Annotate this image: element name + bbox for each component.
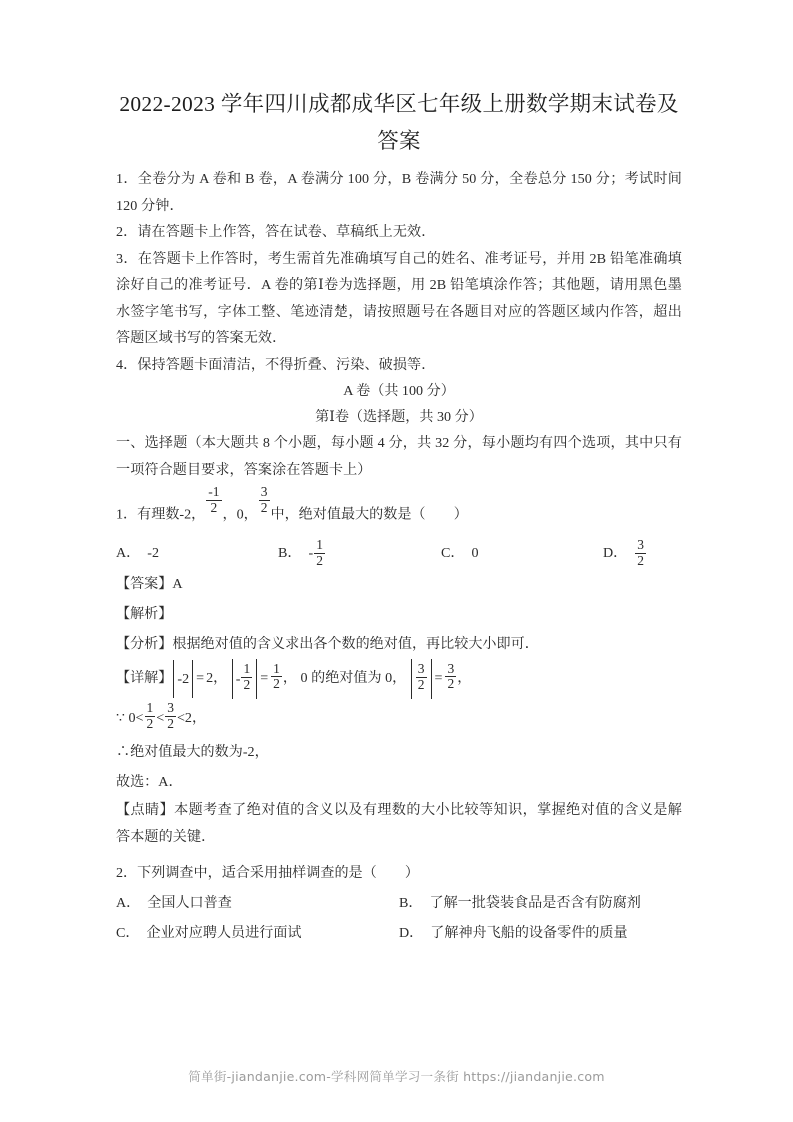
question-1-option-a[interactable] — [116, 537, 278, 569]
question-1-analysis-header: 【解析】 — [116, 606, 173, 623]
option-b-fraction — [314, 538, 325, 568]
question-1-inequality — [116, 699, 682, 737]
equals-1: = — [196, 670, 205, 687]
result-3-num: 3 — [447, 660, 455, 676]
detail-sep-2: ， — [282, 670, 297, 687]
q1-f1-num: 1 — [212, 484, 220, 499]
page-title: 2022-2023 学年四川成都成华区七年级上册数学期末试卷及答案 — [119, 92, 679, 153]
question-1-sep-1: ， — [191, 506, 206, 523]
option-d-den: 2 — [637, 552, 645, 568]
option-c-text: 0 — [471, 545, 479, 562]
question-1-sep-3: ， — [243, 506, 258, 523]
question-1-stem — [116, 484, 682, 531]
question-1-stem-after: 中，绝对值最大的数是（ ） — [270, 506, 468, 523]
detail-result-3 — [445, 662, 456, 692]
q2-option-b-text: 了解一批袋装食品是否含有防腐剂 — [429, 895, 641, 912]
q2-option-c-key: C． — [116, 925, 140, 942]
question-1-number: 1． — [116, 506, 138, 523]
answer-value: A — [172, 576, 183, 593]
ineq-fraction-1 — [145, 701, 156, 731]
question-1-conclusion — [116, 737, 682, 767]
detail-result-2 — [271, 662, 282, 692]
option-b-num: 1 — [316, 537, 323, 553]
question-2-stem — [116, 858, 682, 888]
part-one-heading: 一、选择题（本大题共 8 个小题，每小题 4 分，共 32 分，每小题均有四个选项，其中只有一项符合题目要求，答案涂在答题卡上） — [116, 435, 682, 478]
ineq-f2-den: 2 — [167, 715, 174, 731]
ineq-lt-3: < — [176, 710, 185, 727]
q2-option-c-text: 企业对应聘人员进行面试 — [146, 925, 302, 942]
result-2-num: 1 — [273, 660, 280, 676]
abs-half-fraction — [241, 662, 252, 692]
question-2-options-row-1 — [116, 888, 682, 918]
therefore-symbol: ∴ — [116, 744, 131, 761]
question-1-options — [116, 537, 682, 569]
question-1-option-b[interactable] — [278, 537, 441, 569]
question-1-sep-2: ， — [222, 506, 237, 523]
question-2-option-a[interactable] — [116, 888, 399, 918]
analysis-tag: 【分析】 — [116, 636, 173, 653]
result-2-den: 2 — [273, 676, 280, 692]
conclusion-text: 绝对值最大的数为-2， — [130, 744, 269, 761]
question-1-value-1: -2 — [179, 506, 192, 523]
q2-option-d-text: 了解神舟飞船的设备零件的质量 — [430, 925, 628, 942]
q2-option-a-text: 全国人口普查 — [147, 895, 232, 912]
q2-option-b-key: B． — [399, 895, 423, 912]
instruction-2: 2．请在答题卡上作答，答在试卷、草稿纸上无效． — [116, 224, 436, 240]
abs-th-den: 2 — [417, 676, 425, 692]
option-d-key: D． — [603, 545, 628, 562]
instruction-3: 3．在答题卡上作答时，考生需首先准确填写自己的姓名、准考证号，并用 2B 铅笔准确填涂好自己的准考证号．A 卷的第Ⅰ卷为选择题，用 2B 铅笔填涂作答；其他题，请用黑色墨水签字笔书写，字体工整、笔迹清楚，请按照题号在各题目对应的答题区域内作答，超出答题区域书写的答案无效． — [116, 250, 682, 346]
option-c-key: C． — [441, 545, 465, 562]
abs-neg-two: -2 — [173, 660, 193, 698]
pointer-text: 本题考查了绝对值的含义以及有理数的大小比较等知识，掌握绝对值的含义是解答本题的关键． — [116, 802, 682, 845]
ineq-end: ， — [191, 710, 207, 727]
q1-f2-num: 3 — [260, 484, 268, 499]
document-content — [116, 86, 682, 948]
abs-neg-half — [232, 659, 257, 699]
pointer-tag: 【点睛】 — [116, 802, 175, 819]
abs-half-num: 1 — [243, 661, 251, 677]
detail-sep-3: ， — [457, 670, 472, 687]
option-a-text: -2 — [147, 545, 160, 562]
option-b-key: B． — [278, 545, 302, 562]
detail-sep-1: ， — [213, 670, 228, 687]
question-1-option-c[interactable] — [441, 537, 603, 569]
equals-3: = — [434, 670, 443, 687]
q2-option-d-key: D． — [399, 925, 424, 942]
question-1-choose-line: 故选：A． — [116, 774, 183, 791]
q1-f2-den: 2 — [260, 499, 268, 515]
because-symbol: ∵ — [116, 710, 125, 727]
q1-f1-den: 2 — [206, 500, 221, 516]
question-1-fraction-2 — [259, 485, 270, 515]
question-1-detail — [116, 659, 682, 699]
option-d-fraction — [635, 538, 646, 568]
result-3-den: 2 — [447, 676, 455, 692]
question-1-answer — [116, 569, 682, 599]
equals-2: = — [260, 670, 269, 687]
ineq-lt-2: < — [156, 710, 165, 727]
section-heading-volume-1: 第Ⅰ卷（选择题，共 30 分） — [315, 409, 483, 425]
option-b-sign: - — [308, 545, 314, 562]
abs-three-half-fraction — [416, 662, 427, 692]
option-b-den: 2 — [316, 552, 323, 568]
ineq-v0: 0 — [128, 710, 136, 727]
ineq-v2: 2 — [184, 710, 192, 727]
detail-zero-text: 0 的绝对值为 0， — [300, 670, 407, 687]
question-2-stem-text: 下列调查中，适合采用抽样调查的是（ ） — [137, 865, 420, 882]
abs-th-num: 3 — [417, 661, 425, 677]
section-heading-paper-a: A 卷（共 100 分） — [343, 383, 455, 399]
ineq-lt-1: < — [135, 710, 144, 727]
question-2-options-row-2 — [116, 918, 682, 948]
ineq-f2-num: 3 — [167, 700, 174, 716]
q2-option-a-key: A． — [116, 895, 141, 912]
option-d-num: 3 — [637, 537, 645, 553]
question-1-option-d[interactable] — [603, 537, 682, 569]
question-2-option-d[interactable] — [399, 918, 682, 948]
ineq-fraction-2 — [165, 701, 176, 731]
abs-three-half — [411, 659, 432, 699]
analysis-text: 根据绝对值的含义求出各个数的绝对值，再比较大小即可． — [172, 636, 539, 653]
question-1-value-2: 0 — [236, 506, 244, 523]
abs-half-den: 2 — [243, 676, 251, 692]
question-1-fraction-1 — [206, 485, 221, 515]
ineq-f1-den: 2 — [146, 715, 154, 731]
instruction-4: 4．保持答题卡面清洁，不得折叠、污染、破损等． — [116, 356, 436, 373]
question-2-number: 2． — [116, 865, 138, 882]
ineq-f1-num: 1 — [146, 700, 154, 716]
instruction-1: 1．全卷分为 A 卷和 B 卷，A 卷满分 100 分，B 卷满分 50 分，全卷总分 150 分；考试时间 120 分钟． — [116, 171, 682, 214]
question-1-analysis — [116, 629, 682, 659]
abs-half-sign: - — [235, 671, 241, 688]
question-2-option-c[interactable] — [116, 918, 399, 948]
question-1-stem-before: 有理数 — [137, 506, 180, 523]
footer-watermark: 简单街-jiandanjie.com-学科网简单学习一条街 https://jiandanjie.com — [188, 1069, 605, 1084]
option-a-key: A． — [116, 545, 141, 562]
question-1-pointer — [116, 797, 682, 850]
q1-f1-sign: - — [208, 484, 213, 499]
question-2-option-b[interactable] — [399, 888, 682, 918]
detail-tag: 【详解】 — [116, 670, 173, 687]
detail-result-1: 2 — [206, 670, 214, 687]
answer-tag: 【答案】 — [116, 576, 173, 593]
